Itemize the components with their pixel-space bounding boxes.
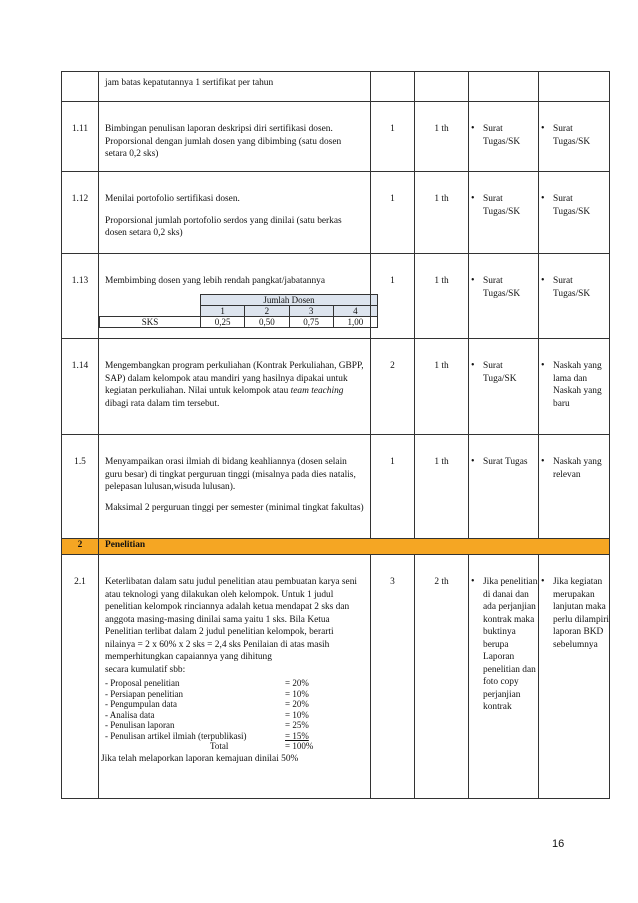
bukti-cell: [539, 339, 610, 435]
bukti-item: • Jika penelitian di danai dan ada perjanjian kontrak maka buktinya berupa Laporan penelitian dan foto copy perjanjian kontrak: [469, 576, 538, 714]
bukti-item: • Surat Tuga/SK: [469, 360, 538, 385]
desc-cell: [99, 72, 371, 102]
jd-val: 0,50: [245, 316, 289, 327]
desc-text: Menilai portofolio sertifikasi dosen.: [105, 194, 240, 204]
bukti-cell: [539, 254, 610, 339]
stage-item: - Persiapan penelitian = 10%: [105, 688, 309, 699]
section-no: 2: [62, 539, 99, 555]
bukti-item: • Naskah yang relevan: [539, 456, 609, 481]
bukti-item: • Surat Tugas: [469, 456, 538, 469]
desc-cell: [99, 435, 371, 539]
waktu-cell: 1 th: [415, 339, 469, 435]
desc-cell: [99, 339, 371, 435]
jd-col: 2: [245, 305, 289, 316]
waktu-cell: 1 th: [415, 254, 469, 339]
no-cell: 1.5: [62, 435, 99, 539]
no-cell: 1.13: [62, 254, 99, 339]
bukti-item: • Surat Tugas/SK: [469, 193, 538, 218]
sks-cell: 1: [371, 435, 415, 539]
jd-col: 3: [289, 305, 333, 316]
bukti-cell: [539, 102, 610, 172]
bukti-cell: [469, 435, 539, 539]
jd-col: 1: [201, 305, 245, 316]
waktu-cell: 1 th: [415, 102, 469, 172]
waktu-cell: 2 th: [415, 555, 469, 799]
bukti-item: • Surat Tugas/SK: [539, 123, 609, 148]
desc-text: Menyampaikan orasi ilmiah di bidang keahliannya (dosen selain guru besar) di tingkat perguruan tinggi (misalnya pada dies natalis, pelepasan lulusan,wisuda lulusan).: [105, 457, 356, 492]
desc-footer: Jika telah melaporkan laporan kemajuan dinilai 50%: [101, 753, 299, 764]
jd-rowlabel: SKS: [100, 316, 201, 327]
table-row: [62, 172, 610, 254]
bukti-item: • Jika kegiatan merupakan lanjutan maka perlu dilampiri laporan BKD sebelumnya: [539, 576, 609, 651]
sks-cell: 2: [371, 339, 415, 435]
bukti-item: • Surat Tugas/SK: [469, 123, 538, 148]
no-cell: 1.14: [62, 339, 99, 435]
table-row: [62, 435, 610, 539]
bukti-cell: [469, 102, 539, 172]
table-row: [62, 339, 610, 435]
bukti-item: • Naskah yang lama dan Naskah yang baru: [539, 360, 609, 410]
desc-cell: [99, 172, 371, 254]
table-row: [62, 72, 610, 102]
bukti-cell: [469, 254, 539, 339]
jd-val: 0,25: [201, 316, 245, 327]
section-row: [62, 539, 610, 555]
bukti-item: • Surat Tugas/SK: [469, 275, 538, 300]
waktu-cell: 1 th: [415, 435, 469, 539]
table-row: [62, 254, 610, 339]
stage-total: Total = 100%: [210, 741, 314, 751]
desc-text: jam batas kepatutannya 1 sertifikat per tahun: [105, 78, 274, 88]
stage-item: - Pengumpulan data = 20%: [105, 699, 309, 709]
sks-cell: 3: [371, 555, 415, 799]
bukti-cell: [539, 435, 610, 539]
bukti-item: • Surat Tugas/SK: [539, 193, 609, 218]
desc-cell: [99, 254, 371, 339]
jd-header: Jumlah Dosen: [201, 294, 378, 305]
no-cell: 2.1: [62, 555, 99, 799]
desc-text: Keterlibatan dalam satu judul penelitian atau pembuatan karya seni atau teknologi yang dilakukan oleh kelompok. Untuk 1 judul penelitian kelompok rinciannya adalah ketua mendapat 2 sks dan anggota masing-masing dinilai sama yaitu 1 sks. Bila Ketua Penelitian terlibat dalam 2 judul penelitian kelompok, berarti nilainya = 2 x 60% x 2 sks = 2,4 sks Penilaian di atas masih memperhitungkan capaiannya yang dihitung: [105, 577, 357, 662]
bukti-cell: [539, 555, 610, 799]
stage-item: - Analisa data = 10%: [105, 709, 309, 720]
desc-text: Membimbing dosen yang lebih rendah pangkat/jabatannya: [105, 276, 325, 286]
no-cell: 1.12: [62, 172, 99, 254]
jumlah-dosen-table: [99, 294, 378, 328]
stage-item: - Penulisan artikel ilmiah (terpublikasi) = 15%: [105, 730, 309, 741]
jd-val: 1,00: [333, 316, 377, 327]
table-row: [62, 555, 610, 799]
bukti-cell: [469, 172, 539, 254]
desc-text: Bimbingan penulisan laporan deskripsi diri sertifikasi dosen. Proporsional dengan jumlah dosen yang dibimbing (satu dosen setara 0,2 sks): [105, 124, 342, 159]
waktu-cell: 1 th: [415, 172, 469, 254]
no-cell: [62, 72, 99, 102]
stage-item: - Penulisan laporan = 25%: [105, 720, 309, 730]
sks-cell: 1: [371, 102, 415, 172]
activity-table: [61, 71, 610, 799]
table-row: [62, 102, 610, 172]
jd-col: 4: [333, 305, 377, 316]
desc-text: Maksimal 2 perguruan tinggi per semester (minimal tingkat fakultas): [105, 502, 364, 513]
no-cell: 1.11: [62, 102, 99, 172]
page-number: 16: [552, 838, 565, 850]
desc-text: Proporsional jumlah portofolio serdos yang dinilai (satu berkas dosen setara 0,2 sks): [105, 215, 342, 238]
desc-cell: [99, 555, 371, 799]
desc-text: secara kumulatif sbb:: [105, 664, 186, 675]
desc-cell: [99, 102, 371, 172]
section-title: Penelitian: [99, 539, 610, 555]
bukti-cell: [469, 555, 539, 799]
bukti-cell: [539, 172, 610, 254]
stage-item: - Proposal penelitian = 20%: [105, 678, 309, 688]
jd-val: 0,75: [289, 316, 333, 327]
sks-cell: 1: [371, 254, 415, 339]
stage-list: [101, 678, 370, 752]
bukti-cell: [469, 339, 539, 435]
bukti-item: • Surat Tugas/SK: [539, 275, 609, 300]
sks-cell: 1: [371, 172, 415, 254]
desc-text: Mengembangkan program perkuliahan (Kontrak Perkuliahan, GBPP, SAP) dalam kelompok atau mandiri yang hasilnya dipakai untuk kegiatan perkuliahan. Nilai untuk kelompok atau team teaching dibagi rata dalam tim tersebut.: [105, 361, 364, 409]
